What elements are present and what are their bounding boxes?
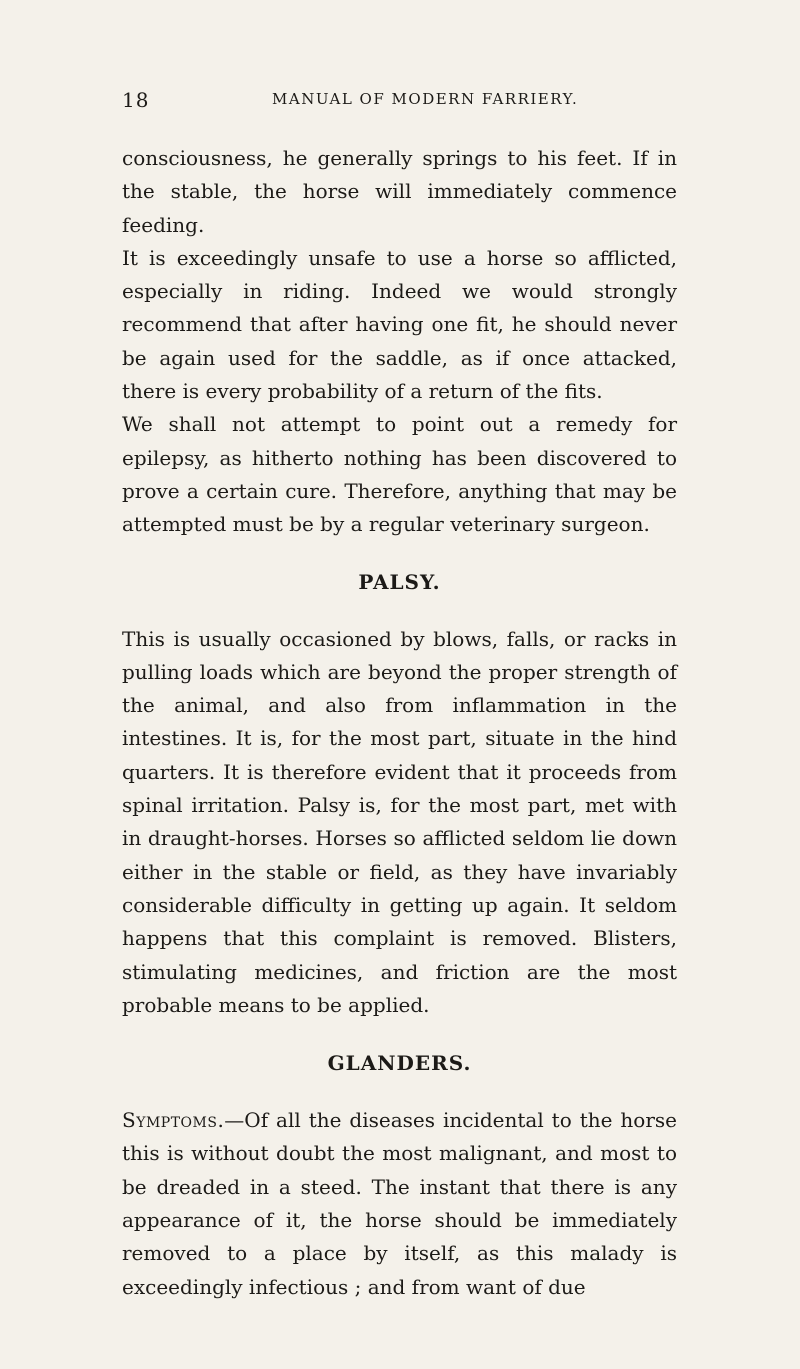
symptoms-text: —Of all the diseases incidental to the horse this is without doubt the most malignant, and most to be dreaded in a steed. The instant that there is any appearance of it, the horse should be immediately removed to a place by itself, as this malady is exceedingly infectious ; and from want of due	[122, 1108, 677, 1299]
spacer	[122, 1080, 677, 1104]
page-number: 18	[122, 88, 150, 112]
spacer	[122, 542, 677, 566]
symptoms-label: Symptoms.	[122, 1108, 225, 1133]
paragraph-epilepsy-remedy: We shall not attempt to point out a remedy for epilepsy, as hitherto nothing has been discovered to prove a certain cure. Therefore, anything that may be attempted must be by a regular veterinary surgeon.	[122, 412, 677, 537]
paragraph-palsy: This is usually occasioned by blows, falls, or racks in pulling loads which are beyond the proper strength of the animal, and also from inflammation in the intestines. It is, for the most part, situate in the hind quarters. It is therefore evident that it proceeds from spinal irritation. Palsy is, for the most part, met with in draught-horses. Horses so afflicted seldom lie down either in the stable or field, as they have invariably considerable difficulty in getting up again. It seldom happens that this complaint is removed. Blisters, stimulating medicines, and friction are the most probable means to be applied.	[122, 626, 677, 1017]
paragraph-unsafe: It is exceedingly unsafe to use a horse so afflicted, especially in riding. Indeed we would strongly recommend that after having one fit, he should never be again used for the saddle, as if once attacked, there is every probability of a return of the fits.	[122, 245, 677, 404]
spacer	[122, 599, 677, 623]
section-heading-palsy: PALSY.	[358, 569, 441, 594]
body-text	[122, 142, 677, 1304]
running-head	[122, 88, 677, 112]
paragraph-glanders-symptoms	[122, 1104, 677, 1304]
running-title: MANUAL OF MODERN FARRIERY.	[272, 90, 579, 108]
spacer	[122, 1022, 677, 1047]
section-heading-glanders: GLANDERS.	[327, 1051, 472, 1076]
paragraph-consciousness: consciousness, he generally springs to his feet. If in the stable, the horse will immediately commence feeding.	[122, 146, 677, 237]
